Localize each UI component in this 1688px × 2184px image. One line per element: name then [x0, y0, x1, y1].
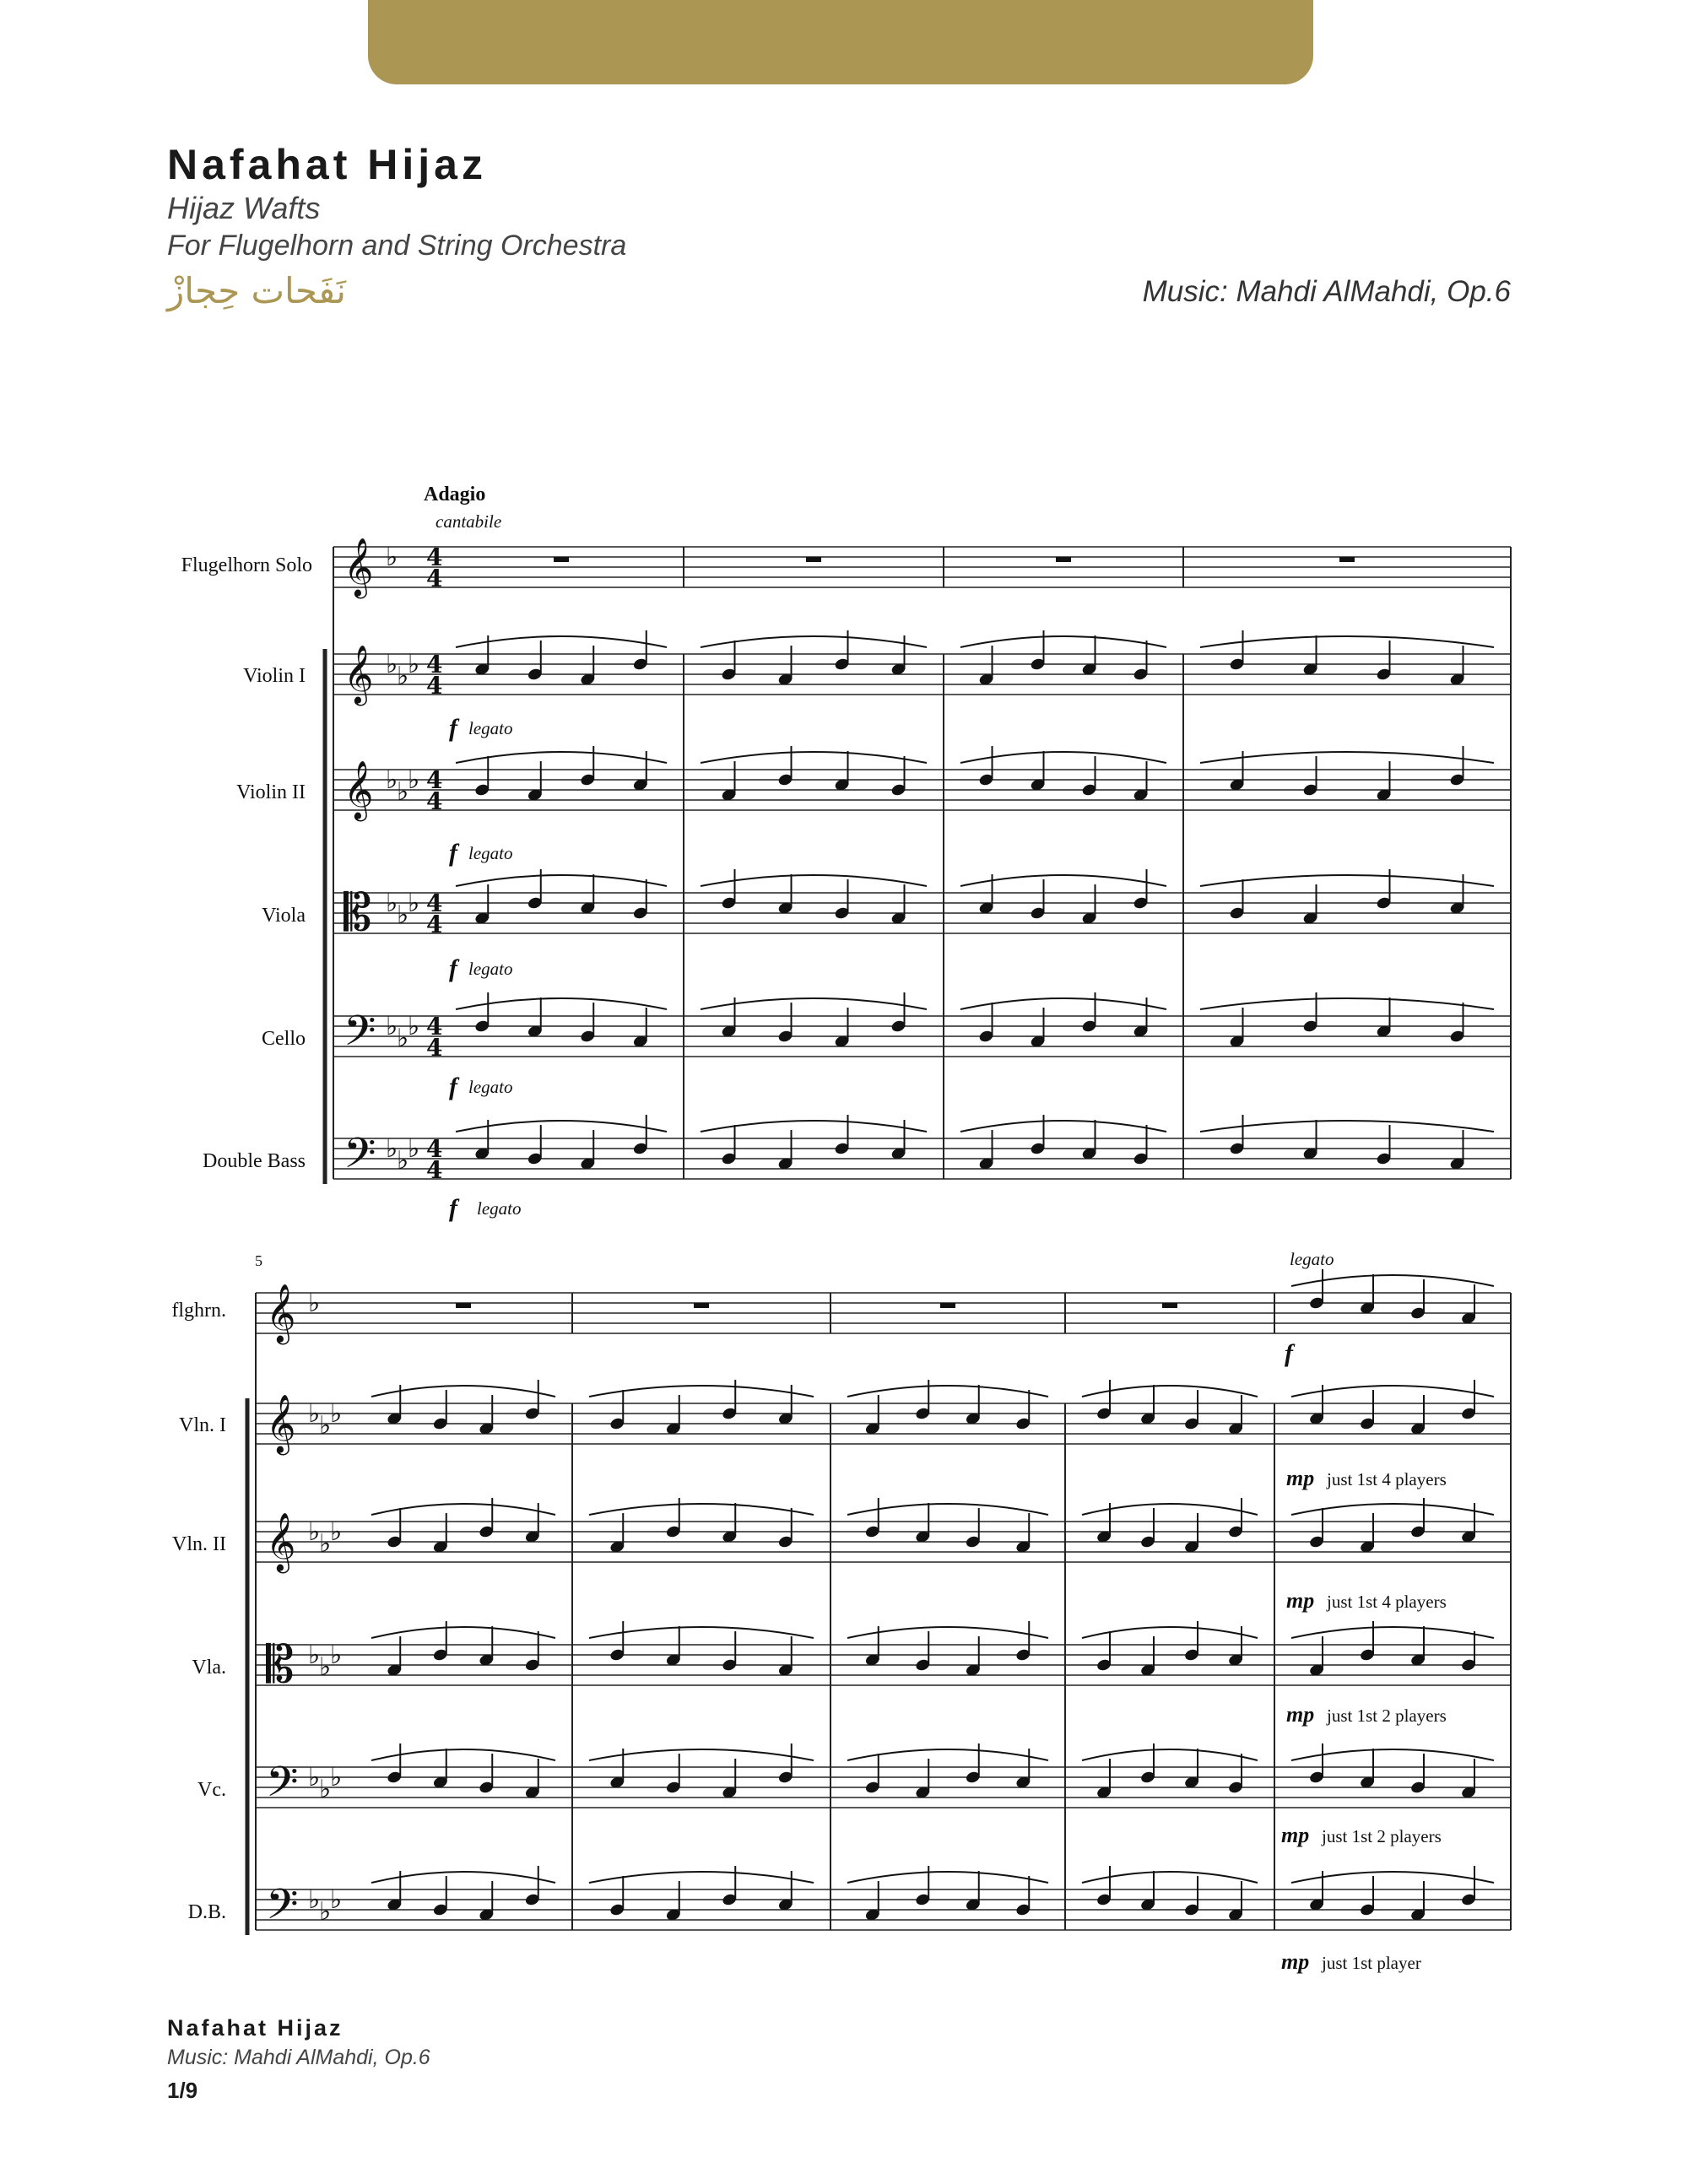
time-signature: 4 [426, 1156, 443, 1184]
slur [847, 1872, 1048, 1883]
notes [266, 538, 1494, 1939]
flat-symbol: ♭ [386, 1012, 398, 1041]
clef-symbol: 𝄡 [344, 884, 372, 943]
dynamic-f: f [449, 1194, 457, 1222]
flat-symbol: ♭ [308, 1517, 321, 1547]
footer-composer: Music: Mahdi AlMahdi, Op.6 [167, 2046, 430, 2069]
slur [1200, 875, 1494, 886]
clef-symbol: 𝄞 [266, 1394, 296, 1453]
instrument-label: Violin II [236, 781, 306, 803]
whole-rest [1056, 557, 1071, 562]
slur [1200, 636, 1494, 647]
dynamic-f: f [1285, 1339, 1293, 1367]
flat-symbol: ♭ [308, 1641, 321, 1670]
clef-symbol: 𝄞 [266, 1284, 296, 1343]
expression-marking: cantabile [436, 511, 502, 532]
whole-rest [554, 557, 569, 562]
flat-symbol: ♭ [330, 1517, 343, 1547]
flat-symbol: ♭ [319, 1529, 332, 1559]
clef-symbol: 𝄢 [266, 1880, 299, 1939]
instrument-label: flghrn. [171, 1300, 226, 1322]
dynamic-legato: legato [477, 1198, 522, 1219]
arabic-title: نَفَحات حِجازْ [167, 270, 346, 311]
time-signature: 4 [426, 651, 443, 678]
flat-symbol: ♭ [308, 1885, 321, 1915]
flat-symbol: ♭ [319, 1775, 332, 1804]
flat-symbol: ♭ [408, 1134, 420, 1164]
flat-symbol: ♭ [330, 1399, 343, 1429]
time-signature: 4 [426, 911, 443, 938]
instrument-label: Flugelhorn Solo [181, 554, 312, 576]
instrument-label: D.B. [187, 1901, 226, 1923]
dynamic-mp: mp [1286, 1588, 1315, 1613]
instrument-label: Violin I [243, 665, 306, 687]
slur [1082, 1627, 1258, 1638]
slur [371, 1627, 555, 1638]
flat-symbol: ♭ [408, 765, 420, 795]
slur [847, 1386, 1048, 1397]
slur [847, 1504, 1048, 1515]
flat-symbol: ♭ [386, 1134, 398, 1164]
flat-symbol: ♭ [408, 650, 420, 679]
flat-symbol: ♭ [386, 650, 398, 679]
flat-symbol: ♭ [308, 1289, 321, 1318]
flat-symbol: ♭ [330, 1885, 343, 1915]
instrument-label: Vln. II [172, 1533, 226, 1555]
slur [1200, 1121, 1494, 1132]
time-signature: 4 [426, 766, 443, 794]
instrument-label: Vla. [192, 1657, 226, 1679]
whole-rest [1162, 1303, 1177, 1308]
dynamic-f: f [449, 839, 457, 867]
whole-rest [806, 557, 821, 562]
scoring-line: For Flugelhorn and String Orchestra [167, 230, 627, 262]
composer-credit: Music: Mahdi AlMahdi, Op.6 [1142, 275, 1511, 308]
slur [371, 1749, 555, 1760]
divisi-note: just 1st player [1322, 1953, 1421, 1973]
slur [1200, 752, 1494, 763]
flat-symbol: ♭ [319, 1411, 332, 1441]
divisi-note: just 1st 4 players [1327, 1592, 1447, 1612]
instrument-label: Double Bass [203, 1150, 306, 1172]
slur [847, 1627, 1048, 1638]
slur [847, 1749, 1048, 1760]
dynamic-legato: legato [468, 1077, 513, 1097]
time-signature: 4 [426, 672, 443, 700]
flat-symbol: ♭ [308, 1763, 321, 1792]
clef-symbol: 𝄢 [344, 1129, 376, 1188]
time-signature: 4 [426, 1013, 443, 1041]
time-signature: 4 [426, 787, 443, 815]
flat-symbol: ♭ [386, 543, 398, 572]
time-signature: 4 [426, 565, 443, 592]
slur [371, 1504, 555, 1515]
flat-symbol: ♭ [408, 1012, 420, 1041]
flat-symbol: ♭ [397, 900, 409, 930]
footer-title: Nafahat Hijaz [167, 2015, 344, 2041]
whole-rest [456, 1303, 471, 1308]
staff-lines [256, 547, 1511, 1930]
dynamic-f: f [449, 714, 457, 742]
instrument-label: Vln. I [179, 1414, 226, 1436]
flat-symbol: ♭ [319, 1897, 332, 1927]
flat-symbol: ♭ [308, 1399, 321, 1429]
whole-rest [1339, 557, 1355, 562]
flat-symbol: ♭ [397, 777, 409, 807]
dynamic-mp: mp [1286, 1702, 1315, 1727]
flat-symbol: ♭ [330, 1763, 343, 1792]
slur [371, 1386, 555, 1397]
whole-rest [940, 1303, 955, 1308]
slur [1082, 1504, 1258, 1515]
flat-symbol: ♭ [319, 1652, 332, 1682]
divisi-note: just 1st 4 players [1327, 1469, 1447, 1489]
clef-symbol: 𝄢 [266, 1758, 299, 1817]
page-number: 1/9 [167, 2078, 198, 2103]
page-title: Nafahat Hijaz [167, 141, 487, 188]
dynamic-f: f [449, 954, 457, 982]
clef-symbol: 𝄞 [266, 1512, 296, 1571]
dynamic-mp: mp [1281, 1949, 1310, 1974]
whole-rest [694, 1303, 709, 1308]
dynamic-legato: legato [468, 718, 513, 738]
instrument-label: Cello [262, 1028, 306, 1050]
slur [1082, 1872, 1258, 1883]
clef-symbol: 𝄢 [344, 1007, 376, 1066]
divisi-note: just 1st 2 players [1327, 1706, 1447, 1726]
solo-legato: legato [1290, 1249, 1334, 1269]
time-signature: 4 [426, 543, 443, 571]
dynamic-legato: legato [468, 843, 513, 863]
dynamic-legato: legato [468, 959, 513, 979]
slur [371, 1872, 555, 1883]
flat-symbol: ♭ [386, 765, 398, 795]
dynamic-mp: mp [1286, 1466, 1315, 1490]
flat-symbol: ♭ [408, 889, 420, 918]
flat-symbol: ♭ [386, 889, 398, 918]
slur [1200, 998, 1494, 1009]
time-signature: 4 [426, 1135, 443, 1163]
time-signature: 4 [426, 1034, 443, 1062]
clef-symbol: 𝄡 [266, 1635, 295, 1695]
slur [1082, 1749, 1258, 1760]
flat-symbol: ♭ [330, 1641, 343, 1670]
measure-number: 5 [255, 1252, 262, 1269]
flat-symbol: ♭ [397, 662, 409, 691]
dynamic-f: f [449, 1073, 457, 1100]
divisi-note: just 1st 2 players [1322, 1826, 1442, 1846]
flat-symbol: ♭ [397, 1024, 409, 1053]
clef-symbol: 𝄞 [344, 538, 374, 597]
slur [1082, 1386, 1258, 1397]
page-subtitle: Hijaz Wafts [167, 191, 321, 225]
tempo-marking: Adagio [424, 484, 486, 505]
instrument-label: Viola [262, 905, 306, 927]
clef-symbol: 𝄞 [344, 760, 374, 819]
clef-symbol: 𝄞 [344, 645, 374, 704]
flat-symbol: ♭ [397, 1146, 409, 1176]
instrument-label: Vc. [197, 1779, 226, 1801]
time-signature: 4 [426, 889, 443, 917]
dynamic-mp: mp [1281, 1823, 1310, 1847]
